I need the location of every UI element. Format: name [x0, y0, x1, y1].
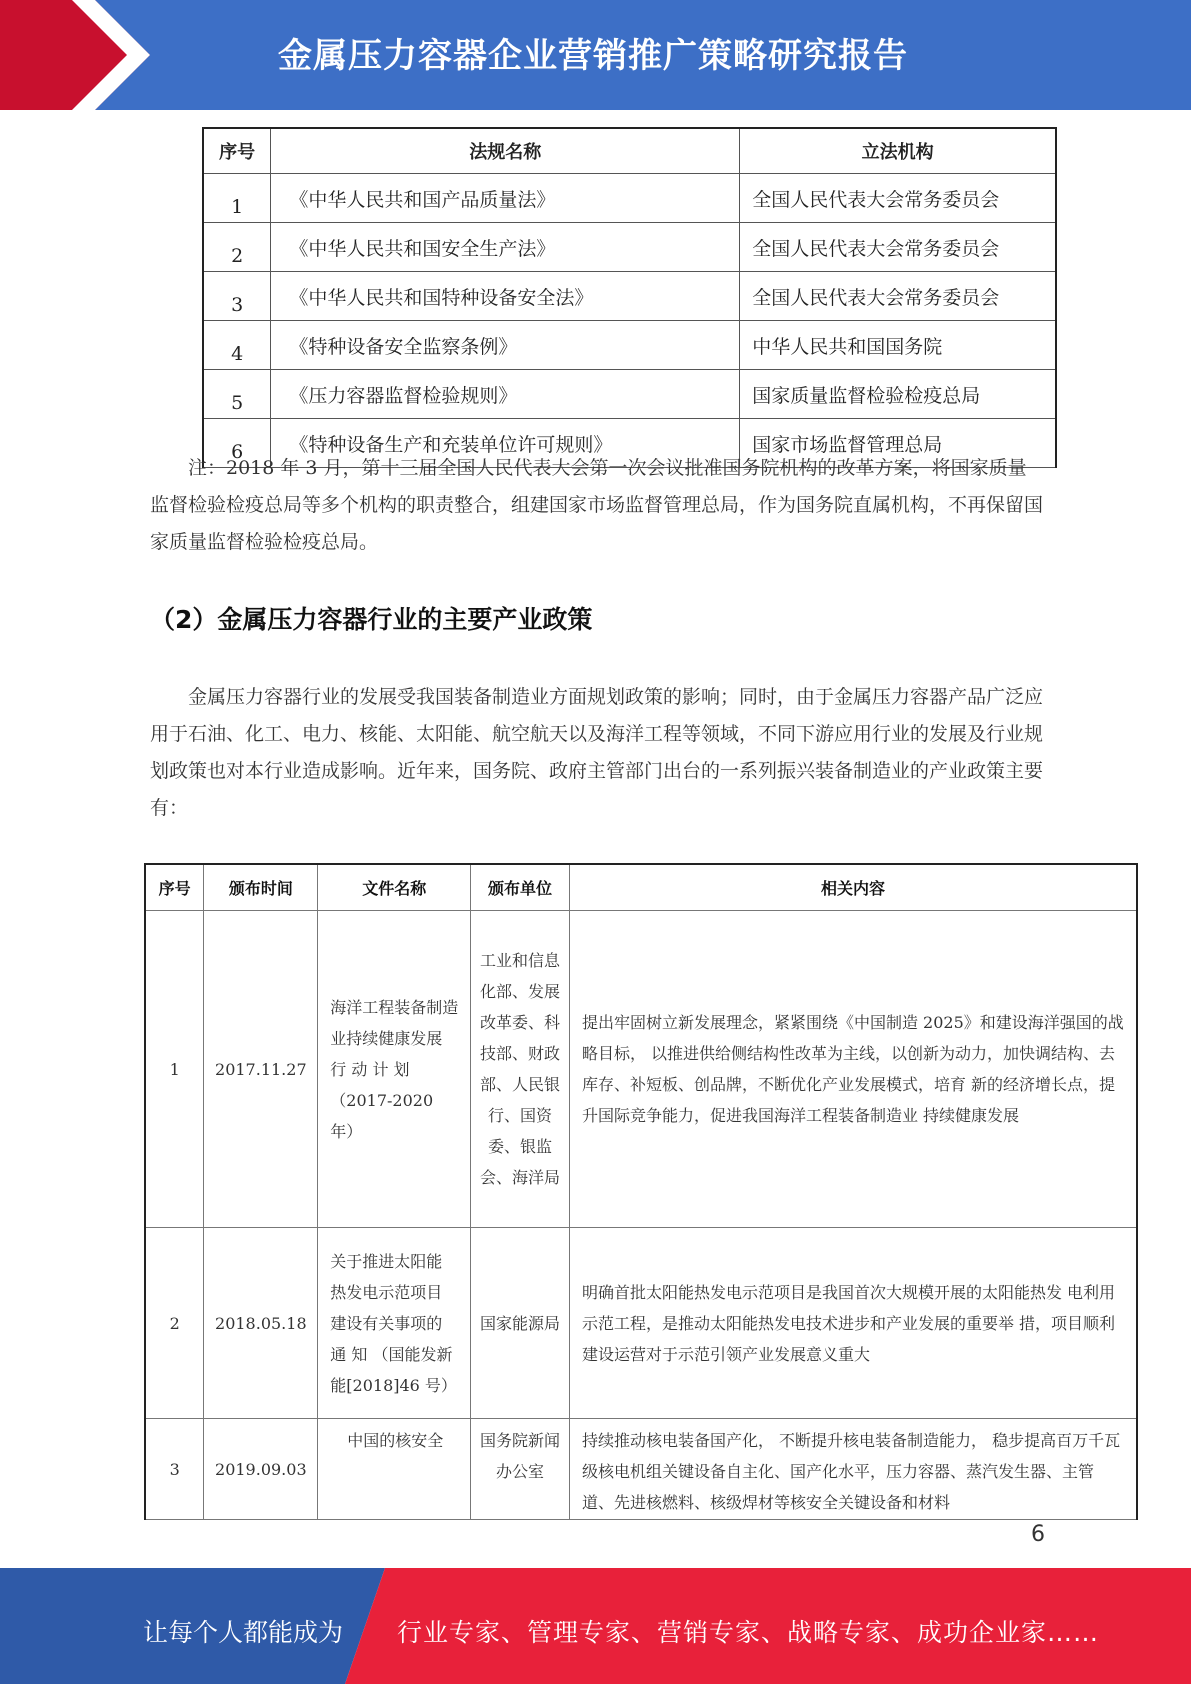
cell-content: 提出牢固树立新发展理念，紧紧围绕《中国制造 2025》和建设海洋强国的战略目标， 以推进供给侧结构性改革为主线，以创新为动力，加快调结构、去库存、补短板、创品牌，不断优化产业发展模式，培育 新的经济增长点，提升国际竞争能力，促进我国海洋工程装备制造业 持续健康发展 [569, 911, 1137, 1228]
table-row [203, 370, 1056, 419]
cell-number: 2 [203, 223, 271, 272]
cell-date: 2017.11.27 [204, 911, 318, 1228]
footer-slogan-right: 行业专家、管理专家、营销专家、战略专家、成功企业家…… [397, 1618, 1100, 1647]
cell-law-name: 《中华人民共和国安全生产法》 [271, 223, 740, 272]
footer-slogan-left: 让每个人都能成为 [143, 1618, 344, 1647]
header-banner [0, 0, 1191, 110]
cell-law-name: 《特种设备生产和充装单位许可规则》 [271, 419, 740, 468]
cell-number: 1 [145, 911, 204, 1228]
table-row [203, 272, 1056, 321]
column-header: 立法机构 [740, 128, 1056, 174]
cell-number: 6 [203, 419, 271, 468]
cell-legislature: 全国人民代表大会常务委员会 [740, 223, 1056, 272]
column-header: 颁布时间 [204, 864, 318, 911]
laws-table [202, 127, 1057, 468]
report-title: 金属压力容器企业营销推广策略研究报告 [278, 36, 908, 76]
cell-law-name: 《压力容器监督检验规则》 [271, 370, 740, 419]
policy-table [144, 863, 1138, 1520]
cell-law-name: 《中华人民共和国特种设备安全法》 [271, 272, 740, 321]
cell-law-name: 《特种设备安全监察条例》 [271, 321, 740, 370]
column-header: 相关内容 [569, 864, 1137, 911]
cell-date: 2018.05.18 [204, 1228, 318, 1419]
page-number: 6 [1031, 1522, 1045, 1547]
cell-content: 持续推动核电装备国产化， 不断提升核电装备制造能力， 稳步提高百万千瓦级核电机组关键设备自主化、国产化水平，压力容器、蒸汽发生器、主管道、先进核燃料、核级焊材等核安全关键设备和材料 [569, 1419, 1137, 1520]
cell-number: 4 [203, 321, 271, 370]
cell-legislature: 国家质量监督检验检疫总局 [740, 370, 1056, 419]
cell-number: 5 [203, 370, 271, 419]
table-header-row [145, 864, 1137, 911]
table-header-row [203, 128, 1056, 174]
cell-law-name: 《中华人民共和国产品质量法》 [271, 174, 740, 223]
table-row [203, 321, 1056, 370]
cell-number: 1 [203, 174, 271, 223]
column-header: 序号 [203, 128, 271, 174]
table-row [145, 911, 1137, 1228]
intro-paragraph: 金属压力容器行业的发展受我国装备制造业方面规划政策的影响；同时，由于金属压力容器产品广泛应用于石油、化工、电力、核能、太阳能、航空航天以及海洋工程等领域，不同下游应用行业的发展及行业规划政策也对本行业造成影响。近年来，国务院、政府主管部门出台的一系列振兴装备制造业的产业政策主要有： [150, 686, 1044, 819]
section-heading: （2）金属压力容器行业的主要产业政策 [150, 605, 593, 634]
column-header: 文件名称 [318, 864, 471, 911]
column-header: 颁布单位 [471, 864, 570, 911]
cell-document-name: 关于推进太阳能 热发电示范项目 建设有关事项的 通 知 （国能发新 能[2018]46 号） [318, 1228, 471, 1419]
cell-legislature: 国家市场监督管理总局 [740, 419, 1056, 468]
table-row [145, 1419, 1137, 1520]
cell-issuer: 工业和信息化部、发展改革委、科技部、财政部、人民银行、国资委、银监会、海洋局 [471, 911, 570, 1228]
note-paragraph: 注：2018 年 3 月，第十三届全国人民代表大会第一次会议批准国务院机构的改革方案，将国家质量监督检验检疫总局等多个机构的职责整合，组建国家市场监督管理总局，作为国务院直属机构，不再保留国家质量监督检验检疫总局。 [150, 457, 1044, 553]
cell-legislature: 全国人民代表大会常务委员会 [740, 272, 1056, 321]
cell-issuer: 国务院新闻办公室 [471, 1419, 570, 1520]
table-row [203, 174, 1056, 223]
table-row [203, 223, 1056, 272]
cell-content: 明确首批太阳能热发电示范项目是我国首次大规模开展的太阳能热发 电利用示范工程，是推动太阳能热发电技术进步和产业发展的重要举 措，项目顺利建设运营对于示范引领产业发展意义重大 [569, 1228, 1137, 1419]
cell-number: 3 [203, 272, 271, 321]
cell-date: 2019.09.03 [204, 1419, 318, 1520]
column-header: 序号 [145, 864, 204, 911]
cell-legislature: 中华人民共和国国务院 [740, 321, 1056, 370]
column-header: 法规名称 [271, 128, 740, 174]
cell-number: 2 [145, 1228, 204, 1419]
footer-banner [0, 1568, 1191, 1684]
cell-legislature: 全国人民代表大会常务委员会 [740, 174, 1056, 223]
table-row [145, 1228, 1137, 1419]
cell-issuer: 国家能源局 [471, 1228, 570, 1419]
cell-document-name: 海洋工程装备制造业持续健康发展 行 动 计 划 （2017-2020 年） [318, 911, 471, 1228]
cell-number: 3 [145, 1419, 204, 1520]
cell-document-name: 中国的核安全 [318, 1419, 471, 1520]
